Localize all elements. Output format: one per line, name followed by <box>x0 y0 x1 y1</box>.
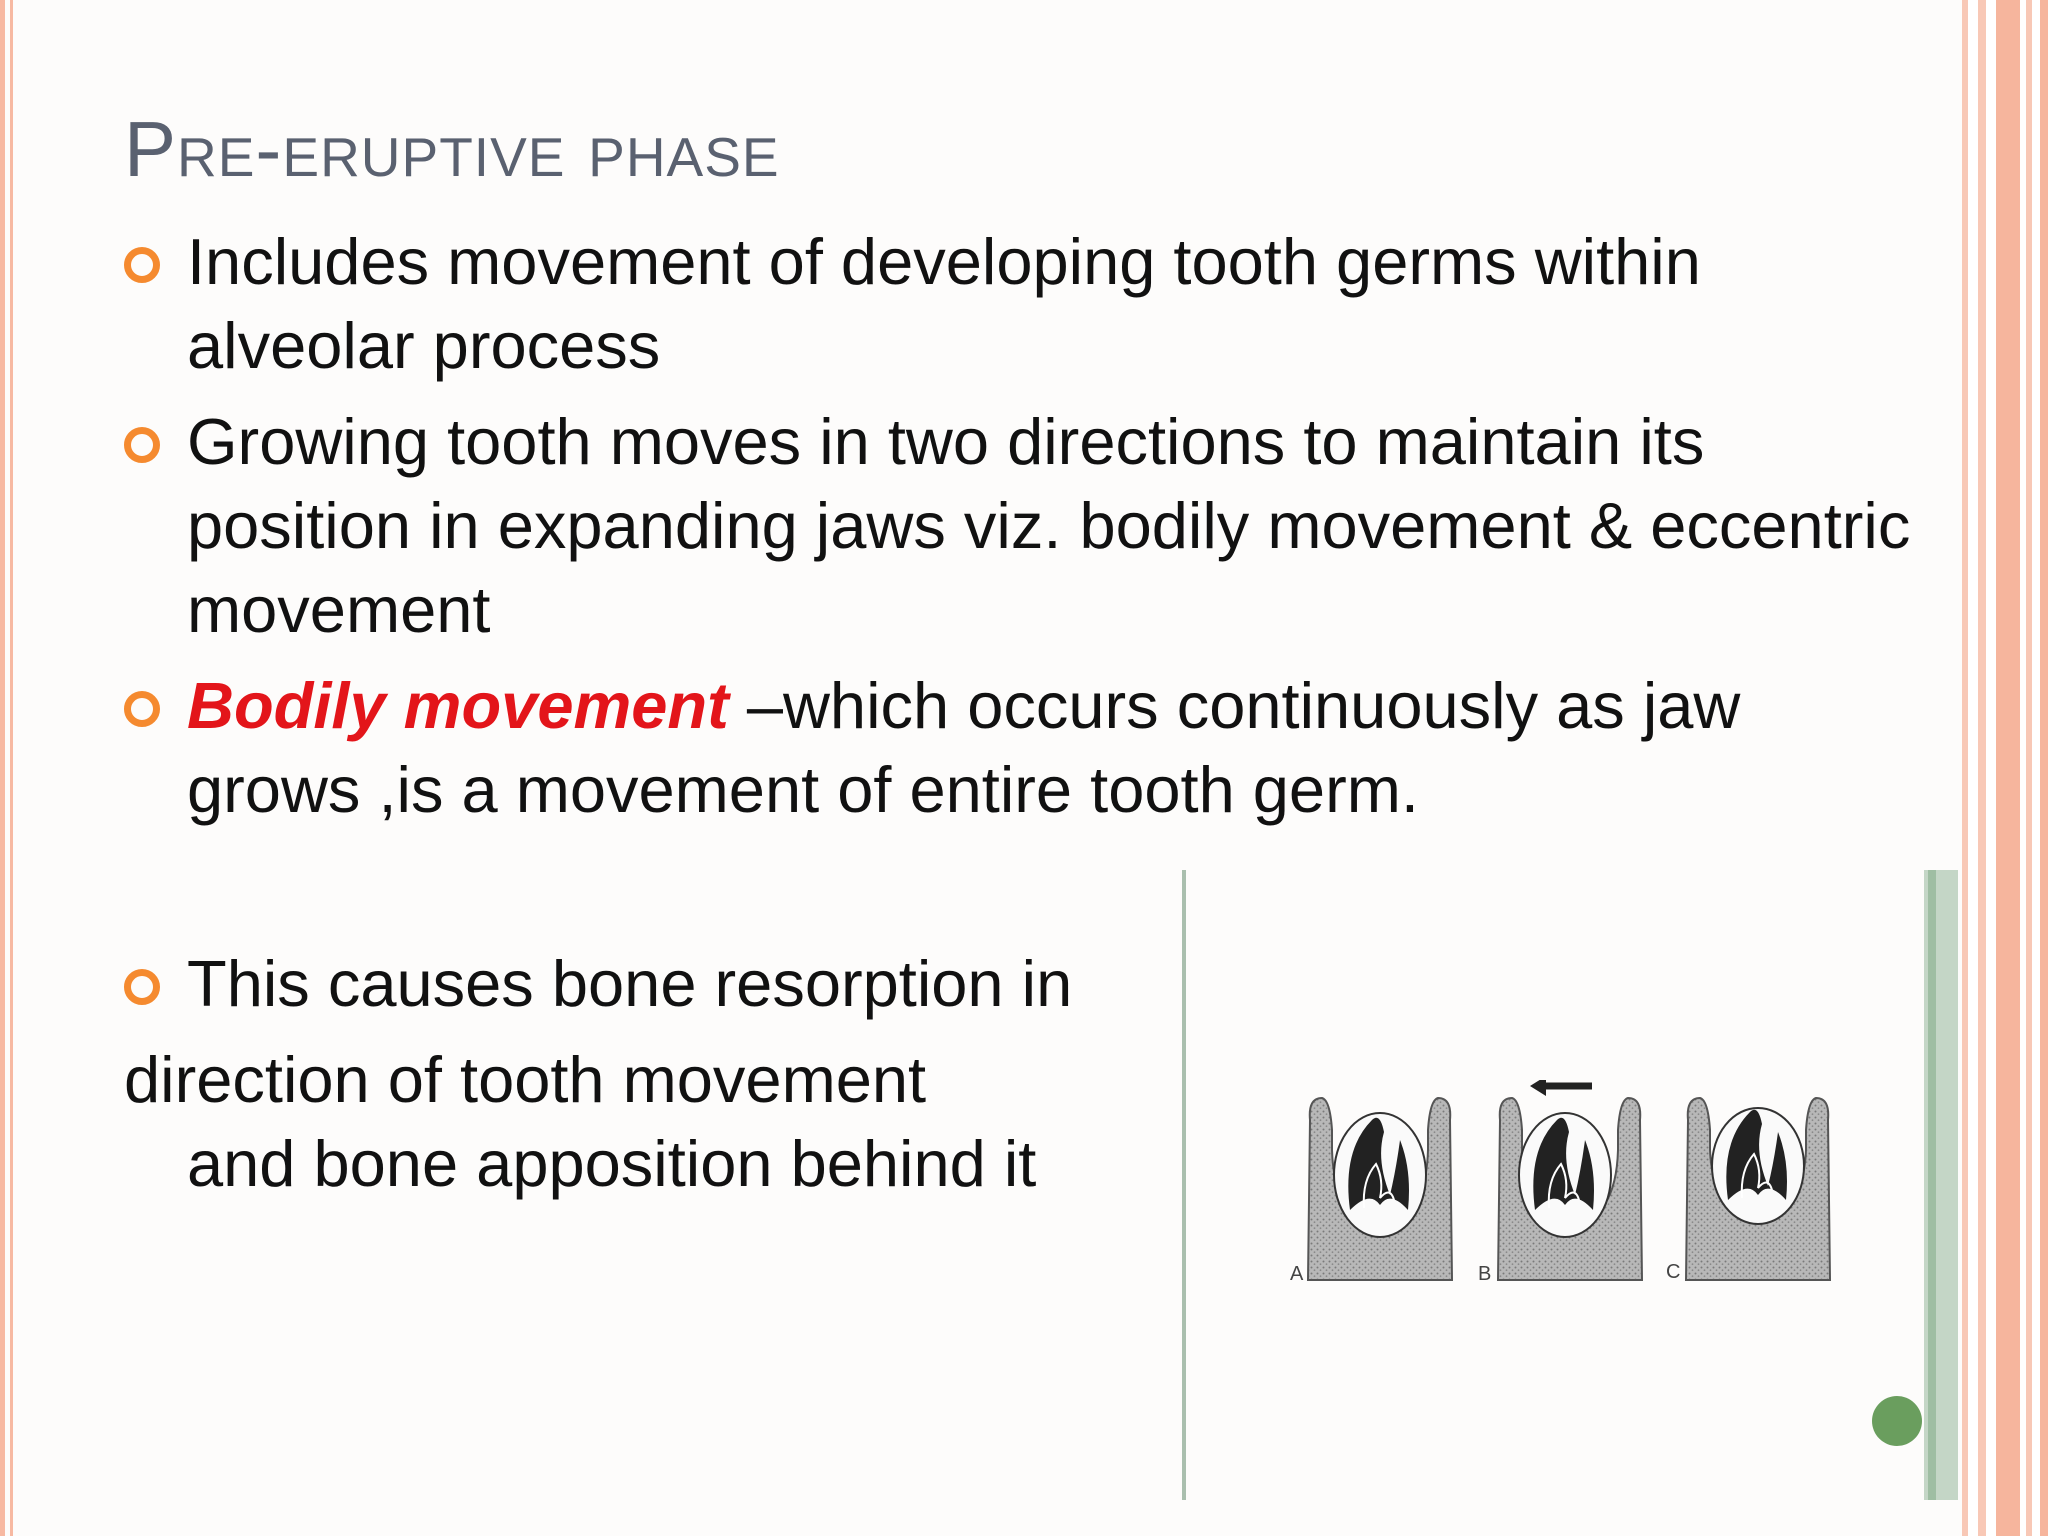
bullet-circle-icon <box>124 969 160 1005</box>
bullet-text: Growing tooth moves in two directions to maintain its position in expanding jaws viz. bodily movement & eccentric movement <box>187 405 1911 646</box>
right-border-stripe <box>2026 0 2032 1536</box>
figure-label-b: B <box>1478 1263 1492 1285</box>
bullet-item <box>124 942 1174 1026</box>
right-border-stripe <box>1962 0 1968 1536</box>
bullet-text: This causes bone resorption in <box>187 947 1073 1020</box>
bullet-item <box>124 664 1924 832</box>
bullet-circle-icon <box>124 247 160 283</box>
left-border-stripe-thin <box>10 0 13 1536</box>
tooth-germ-a <box>1308 1098 1452 1280</box>
figure-label-a: A <box>1290 1263 1304 1285</box>
right-border-stripe <box>1978 0 1986 1536</box>
bodily-movement-emphasis: Bodily movement <box>187 669 729 742</box>
bullet-item <box>124 220 1924 388</box>
slide-title: Pre-eruptive phase <box>124 105 780 193</box>
left-border-stripe <box>0 0 5 1536</box>
continuation-line: direction of tooth movement <box>124 1043 927 1116</box>
right-border-stripe <box>1996 0 2020 1536</box>
bullet-text-rest: –which occurs continuously as jaw grows ,is a movement of entire tooth germ. <box>187 669 1741 826</box>
figure-label-c: C <box>1666 1261 1681 1283</box>
decorative-green-dot <box>1872 1396 1922 1446</box>
bullet-text: Includes movement of developing tooth germs within alveolar process <box>187 225 1701 382</box>
movement-arrow-icon <box>1530 1080 1592 1096</box>
tooth-germ-b <box>1498 1098 1642 1280</box>
tooth-germ-c <box>1686 1098 1830 1280</box>
bullet-item <box>124 400 1924 652</box>
continuation-line: and bone apposition behind it <box>187 1127 1037 1200</box>
bullet-text <box>187 664 1924 832</box>
tooth-germ-movement-diagram <box>1280 1080 1840 1300</box>
figure-left-rule <box>1182 870 1186 1500</box>
figure-right-rule-dark <box>1928 870 1936 1500</box>
bullet-circle-icon <box>124 427 160 463</box>
right-border-stripe <box>2040 0 2048 1536</box>
bullet-circle-icon <box>124 691 160 727</box>
